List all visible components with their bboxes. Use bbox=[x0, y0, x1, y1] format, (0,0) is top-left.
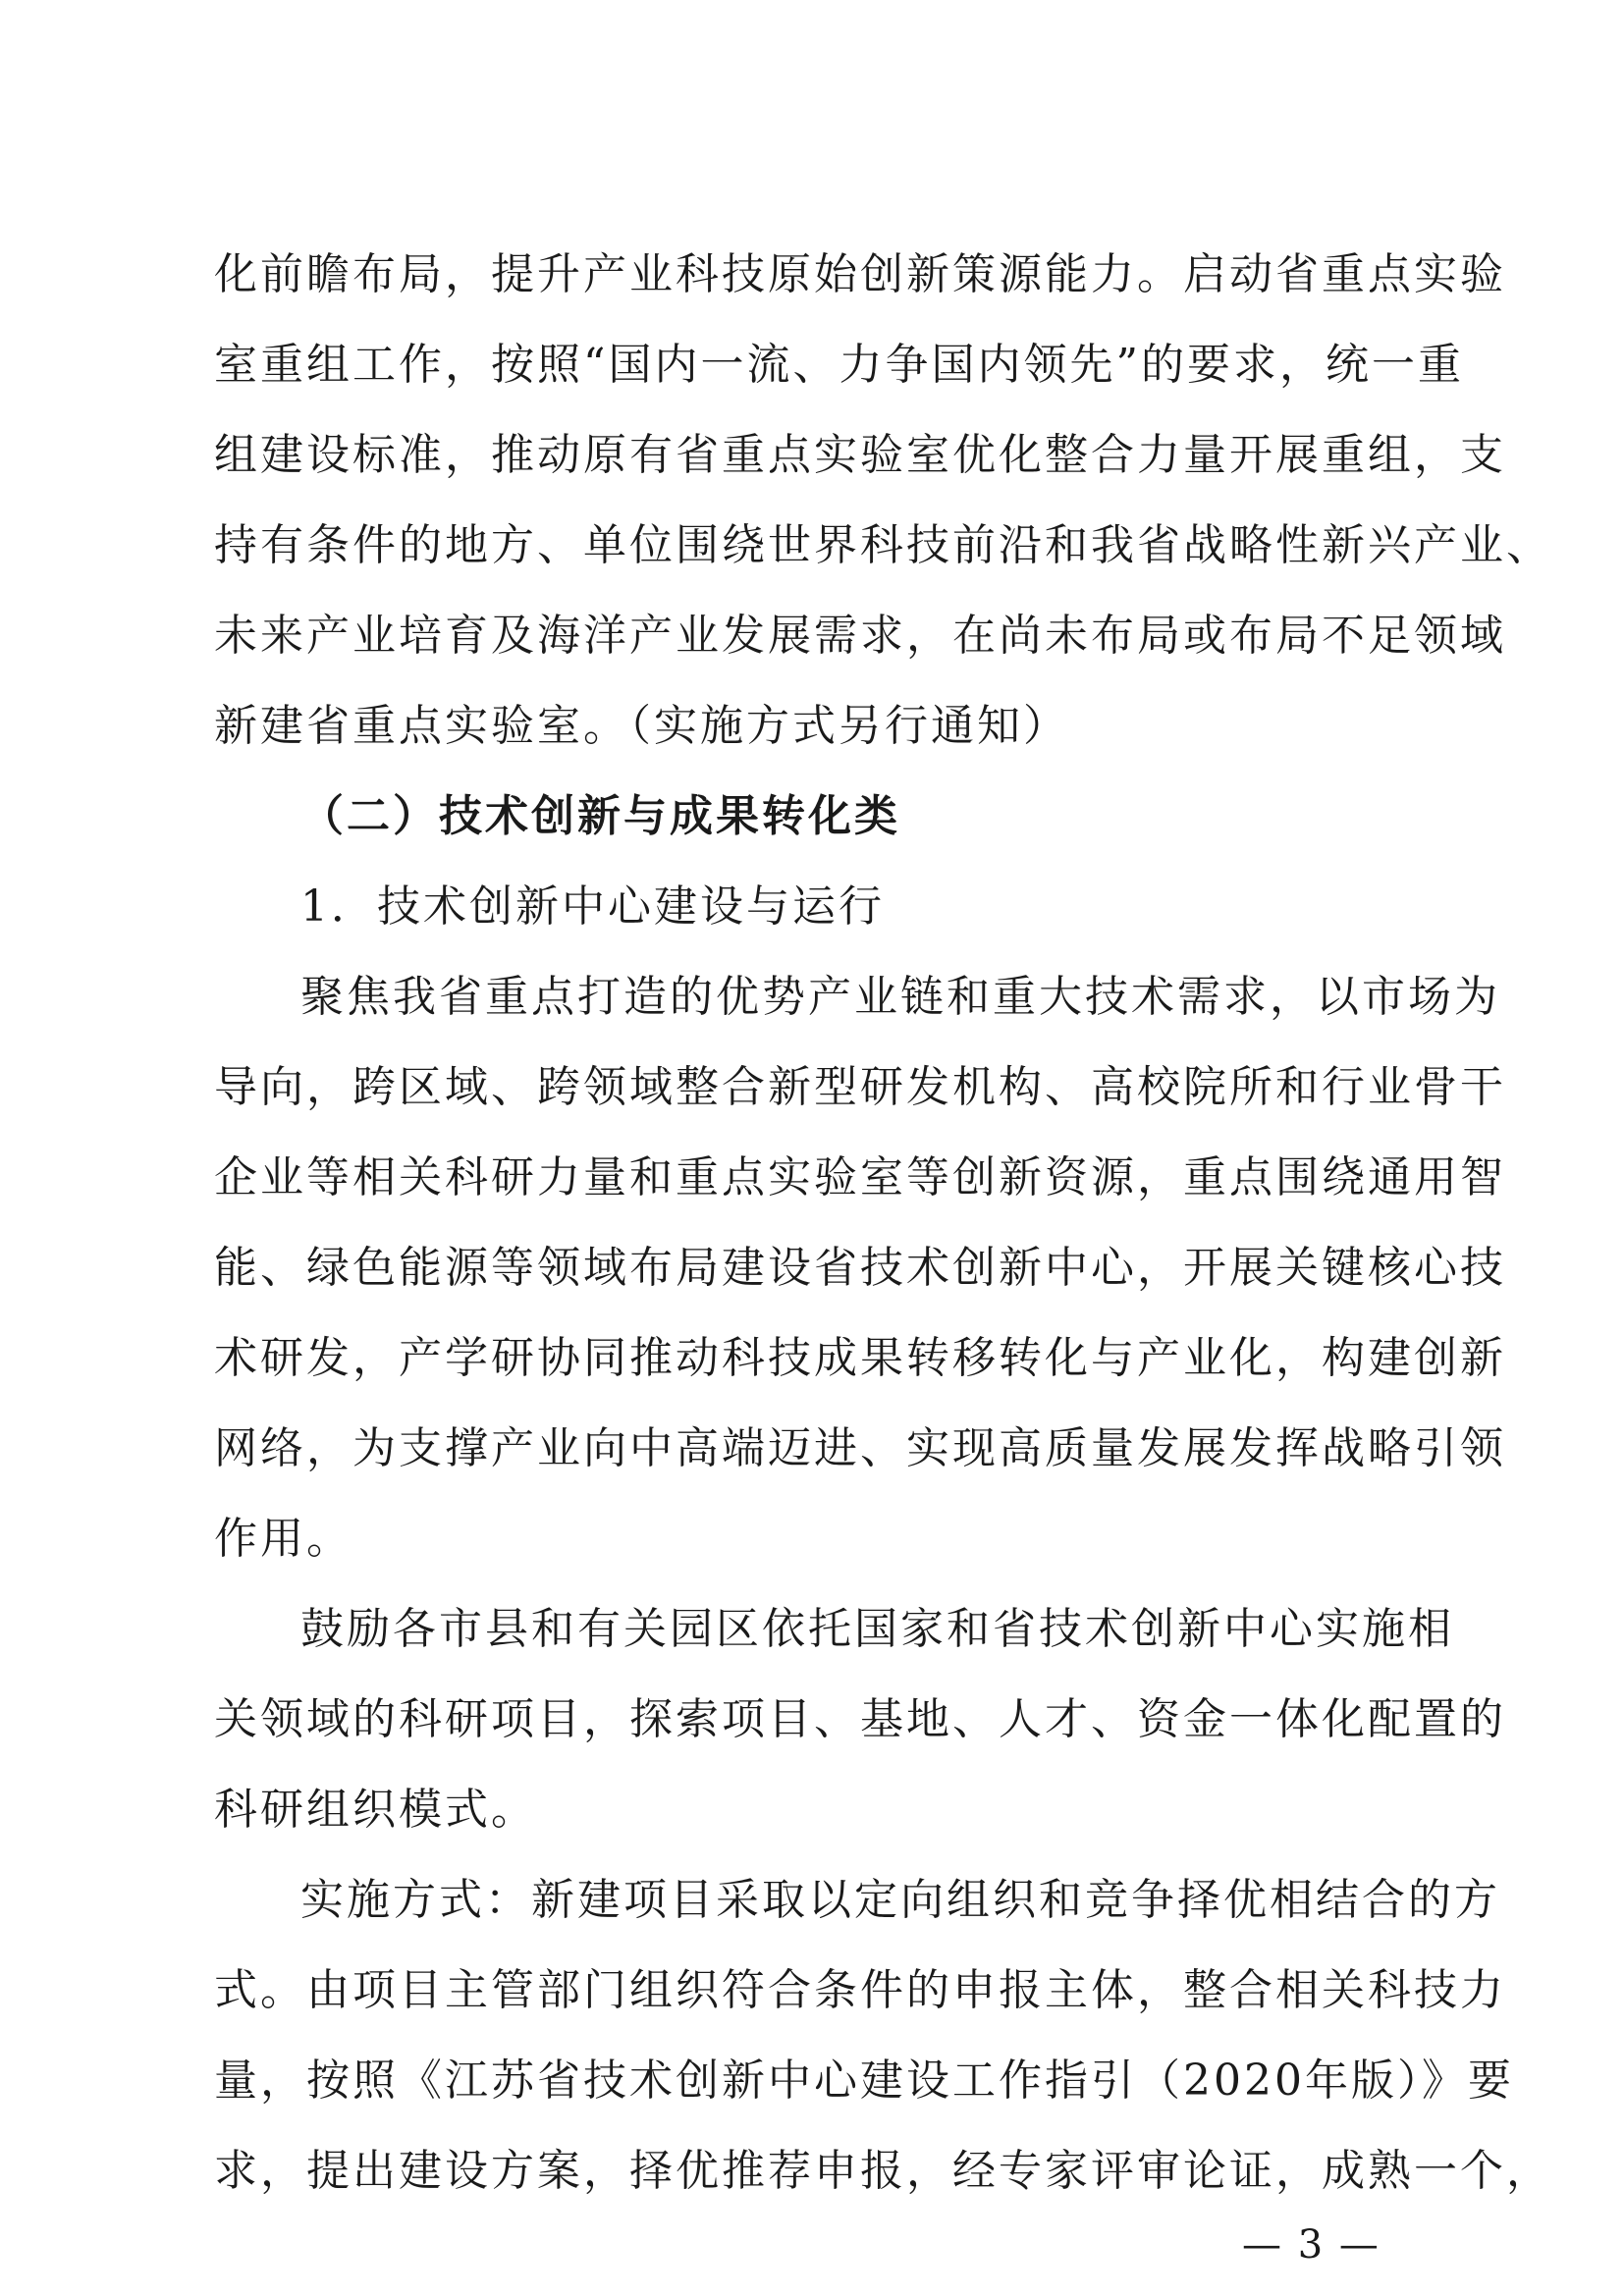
section-heading: （二）技术创新与成果转化类 bbox=[300, 791, 900, 841]
text-line: 导向，跨区域、跨领域整合新型研发机构、高校院所和行业骨干 bbox=[214, 1062, 1506, 1112]
text-line: 组建设标准，推动原有省重点实验室优化整合力量开展重组，支 bbox=[214, 430, 1506, 480]
text-line: 聚焦我省重点打造的优势产业链和重大技术需求，以市场为 bbox=[300, 972, 1500, 1022]
subsection-heading: 1．技术创新中心建设与运行 bbox=[300, 881, 885, 932]
text-line: 持有条件的地方、单位围绕世界科技前沿和我省战略性新兴产业、 bbox=[214, 520, 1552, 570]
text-line: 术研发，产学研协同推动科技成果转移转化与产业化，构建创新 bbox=[214, 1333, 1506, 1383]
text-line: 关领域的科研项目，探索项目、基地、人才、资金一体化配置的 bbox=[214, 1694, 1506, 1744]
text-line: 新建省重点实验室。（实施方式另行通知） bbox=[214, 701, 1069, 751]
page-number: — 3 — bbox=[1242, 2222, 1380, 2268]
text-line: 化前瞻布局，提升产业科技原始创新策源能力。启动省重点实验 bbox=[214, 249, 1506, 299]
text-line: 未来产业培育及海洋产业发展需求，在尚未布局或布局不足领域 bbox=[214, 611, 1506, 661]
text-line: 式。由项目主管部门组织符合条件的申报主体，整合相关科技力 bbox=[214, 1965, 1506, 2015]
text-line: 量，按照《江苏省技术创新中心建设工作指引（2020年版）》要 bbox=[214, 2056, 1514, 2106]
text-line: 网络，为支撑产业向中高端迈进、实现高质量发展发挥战略引领 bbox=[214, 1423, 1506, 1473]
text-line: 鼓励各市县和有关园区依托国家和省技术创新中心实施相 bbox=[300, 1604, 1454, 1654]
text-line: 求，提出建设方案，择优推荐申报，经专家评审论证，成熟一个， bbox=[214, 2146, 1552, 2196]
text-line: 能、绿色能源等领域布局建设省技术创新中心，开展关键核心技 bbox=[214, 1243, 1506, 1293]
text-line: 实施方式：新建项目采取以定向组织和竞争择优相结合的方 bbox=[300, 1875, 1500, 1925]
text-line: 科研组织模式。 bbox=[214, 1785, 537, 1835]
text-line: 企业等相关科研力量和重点实验室等创新资源，重点围绕通用智 bbox=[214, 1152, 1506, 1202]
text-line: 作用。 bbox=[214, 1514, 352, 1564]
text-line: 室重组工作，按照“国内一流、力争国内领先”的要求，统一重 bbox=[214, 340, 1464, 390]
